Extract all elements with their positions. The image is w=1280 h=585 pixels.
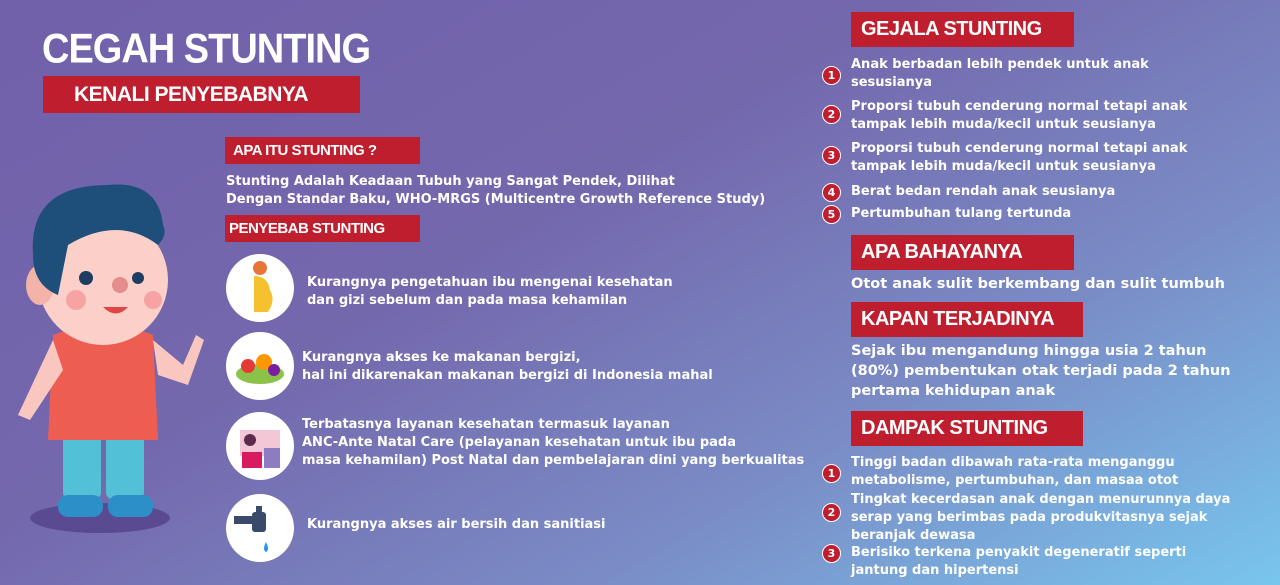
bahaya-heading: APA BAHAYANYA bbox=[851, 235, 1074, 270]
text-line: dan gizi sebelum dan pada masa kehamilan bbox=[307, 293, 628, 308]
gejala-item bbox=[851, 140, 1187, 176]
text-line: (80%) pembentukan otak terjadi pada 2 tahun bbox=[851, 363, 1231, 379]
text-line: Berisiko terkena penyakit degeneratif seperti bbox=[851, 545, 1187, 560]
number-badge: 2 bbox=[822, 105, 841, 124]
text-line: jantung dan hipertensi bbox=[851, 563, 1019, 578]
main-title: CEGAH STUNTING bbox=[42, 26, 370, 73]
text-line: Anak berbadan lebih pendek untuk anak bbox=[851, 57, 1149, 72]
text-line: Stunting Adalah Keadaan Tubuh yang Sangat Pendek, Dilihat bbox=[226, 174, 675, 189]
health-service-icon bbox=[226, 412, 294, 480]
kapan-text bbox=[851, 341, 1231, 401]
number-badge: 1 bbox=[822, 66, 841, 85]
gejala-item bbox=[851, 98, 1187, 134]
penyebab-item bbox=[307, 274, 673, 310]
gejala-item: Pertumbuhan tulang tertunda bbox=[851, 206, 1072, 221]
text-line: Proporsi tubuh cenderung normal tetapi anak bbox=[851, 99, 1188, 114]
text-line: Dengan Standar Baku, WHO-MRGS (Multicentre Growth Reference Study) bbox=[226, 192, 766, 207]
number-badge: 1 bbox=[822, 464, 841, 483]
penyebab-item bbox=[302, 416, 804, 470]
text-line: Proporsi tubuh cenderung normal tetapi anak bbox=[851, 141, 1188, 156]
subtitle-banner: KENALI PENYEBABNYA bbox=[43, 76, 360, 113]
text-line: Kurangnya akses ke makanan bergizi, bbox=[302, 350, 581, 365]
text-line: tampak lebih muda/kecil untuk seusianya bbox=[851, 117, 1156, 132]
text-line: Sejak ibu mengandung hingga usia 2 tahun bbox=[851, 343, 1207, 359]
penyebab-heading: PENYEBAB STUNTING bbox=[225, 215, 420, 242]
text-line: pertama kehidupan anak bbox=[851, 383, 1056, 399]
number-badge: 5 bbox=[822, 205, 841, 224]
dampak-item bbox=[851, 491, 1230, 545]
food-icon bbox=[226, 332, 294, 400]
text-line: Tingkat kecerdasan anak dengan menurunnya daya bbox=[851, 492, 1231, 507]
number-badge: 3 bbox=[822, 544, 841, 563]
text-line: masa kehamilan) Post Natal dan pembelajaran dini yang berkualitas bbox=[302, 453, 805, 468]
bahaya-text: Otot anak sulit berkembang dan sulit tumbuh bbox=[851, 276, 1225, 292]
water-tap-icon bbox=[226, 494, 294, 562]
text-line: Tinggi badan dibawah rata-rata menganggu bbox=[851, 455, 1175, 470]
text-line: hal ini dikarenakan makanan bergizi di Indonesia mahal bbox=[302, 368, 713, 383]
pregnant-woman-icon bbox=[226, 254, 294, 322]
boy-illustration bbox=[8, 175, 208, 540]
kapan-heading: KAPAN TERJADINYA bbox=[851, 302, 1083, 337]
dampak-item bbox=[851, 454, 1178, 490]
dampak-heading: DAMPAK STUNTING bbox=[851, 411, 1083, 446]
text-line: serap yang berimbas pada produkvitasnya sejak bbox=[851, 510, 1208, 525]
penyebab-item: Kurangnya akses air bersih dan sanitiasi bbox=[307, 517, 606, 532]
text-line: beranjak dewasa bbox=[851, 528, 976, 543]
penyebab-item bbox=[302, 349, 713, 385]
text-line: tampak lebih muda/kecil untuk seusianya bbox=[851, 159, 1156, 174]
apa-itu-text bbox=[226, 173, 765, 209]
text-line: metabolisme, pertumbuhan, dan masaa otot bbox=[851, 473, 1179, 488]
number-badge: 4 bbox=[822, 183, 841, 202]
text-line: Terbatasnya layanan kesehatan termasuk layanan bbox=[302, 417, 670, 432]
text-line: Kurangnya pengetahuan ibu mengenai kesehatan bbox=[307, 275, 673, 290]
number-badge: 2 bbox=[822, 503, 841, 522]
apa-itu-heading: APA ITU STUNTING ? bbox=[225, 137, 420, 164]
gejala-item: Berat bedan rendah anak seusianya bbox=[851, 184, 1116, 199]
gejala-heading: GEJALA STUNTING bbox=[851, 12, 1074, 47]
dampak-item bbox=[851, 544, 1186, 580]
text-line: sesusianya bbox=[851, 75, 933, 90]
gejala-item bbox=[851, 56, 1149, 92]
number-badge: 3 bbox=[822, 146, 841, 165]
text-line: ANC-Ante Natal Care (pelayanan kesehatan untuk ibu pada bbox=[302, 435, 736, 450]
